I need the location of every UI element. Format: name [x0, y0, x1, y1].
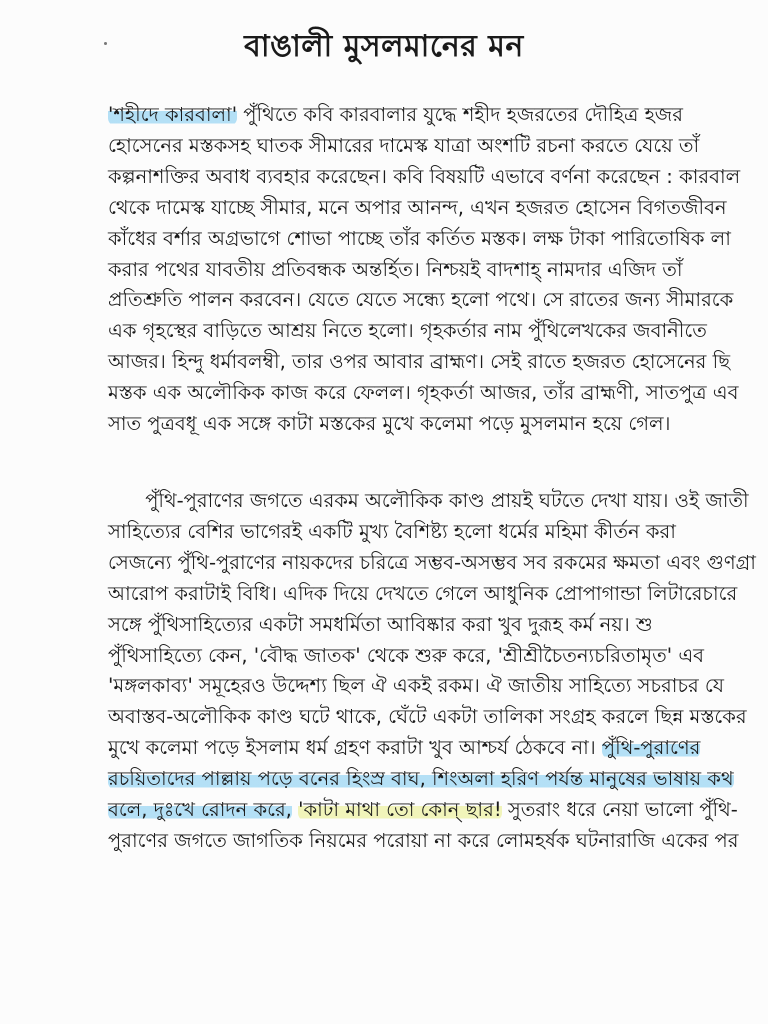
- page-title: বাঙালী মুসলমানের মন: [244, 29, 524, 64]
- paragraph-1-line: [108, 316, 707, 346]
- text-run: কাঁধের বর্শার অগ্রভাগে শোভা পাচ্ছে তাঁর কর্তিত মস্তক। লক্ষ টাকা পারিতোষিক লা: [108, 226, 731, 250]
- paragraph-2-line: [108, 641, 704, 671]
- paragraph-1-line: [108, 378, 738, 408]
- highlighted-text: রচয়িতাদের পাল্লায় পড়ে বনের হিংস্র বাঘ, শিংঅলা হরিণ পর্যন্ত মানুষের ভাষায় কথ: [108, 767, 734, 791]
- text-run: আরোপ করাটাই বিধি। এদিক দিয়ে দেখতে গেলে আধুনিক প্রোপাগান্ডা লিটারেচারে: [108, 581, 738, 605]
- paragraph-1-line: [108, 162, 740, 192]
- paragraph-2-line: [108, 826, 739, 856]
- paragraph-2-line: [108, 671, 724, 701]
- text-run: আজর। হিন্দু ধর্মাবলম্বী, তার ওপর আবার ব্রাহ্মণ। সেই রাতে হজরত হোসেনের ছি: [108, 350, 731, 374]
- text-run: প্রতিশ্রুতি পালন করবেন। যেতে যেতে সন্ধ্যে হলো পথে। সে রাতের জন্য সীমারকে: [108, 288, 734, 312]
- paragraph-2-line: [108, 517, 676, 547]
- highlighted-text: বলে, দুঃখে রোদন করে,: [108, 798, 292, 821]
- text-run: অবাস্তব-অলৌকিক কাণ্ড ঘটে থাকে, ঘেঁটে একটা তালিকা সংগ্রহ করলে ছিন্ন মস্তকের: [108, 705, 747, 729]
- text-run: পুঁথিসাহিত্যে কেন, 'বৌদ্ধ জাতক' থেকে শুরু করে, 'শ্রীশ্রীচৈতন্যচরিতামৃত' এব: [108, 643, 705, 667]
- paragraph-1-line: [108, 100, 683, 130]
- text-run: কল্পনাশক্তির অবাধ ব্যবহার করেছেন। কবি বিষয়টি এভাবে বর্ণনা করেছেন : কারবাল: [108, 164, 741, 188]
- text-run: মুখে কলেমা পড়ে ইসলাম ধর্ম গ্রহণ করাটা খুব আশ্চর্য ঠেকবে না।: [108, 736, 602, 760]
- paragraph-2-line: [108, 702, 747, 732]
- text-run: সাহিত্যের বেশির ভাগেরই একটি মুখ্য বৈশিষ্ট্য হলো ধর্মের মহিমা কীর্তন করা: [108, 519, 676, 543]
- text-run: পুরাণের জগতে জাগতিক নিয়মের পরোয়া না করে লোমহর্ষক ঘটনারাজি একের পর: [108, 828, 739, 852]
- text-run: সুতরাং ধরে নেয়া ভালো পুঁথি-: [501, 798, 738, 821]
- text-run: পুঁথিতে কবি কারবালার যুদ্ধে শহীদ হজরতের দৌহিত্র হজর: [237, 103, 683, 126]
- text-run: সেজন্যে পুঁথি-পুরাণের নায়কদের চরিত্রে সম্ভব-অসম্ভব সব রকমের ক্ষমতা এবং গুণগ্রা: [108, 550, 756, 574]
- paragraph-1-line: [108, 255, 683, 285]
- paragraph-1-line: [108, 409, 671, 439]
- highlighted-text: 'শহীদে কারবালা': [108, 103, 238, 126]
- paragraph-2-line: [108, 486, 749, 516]
- paragraph-2-line: [108, 764, 734, 794]
- text-run: করার পথের যাবতীয় প্রতিবন্ধক অন্তর্হিত। নিশ্চয়ই বাদশাহ্ নামদার এজিদ তাঁ: [108, 257, 683, 281]
- text-run: সাত পুত্রবধূ এক সঙ্গে কাটা মস্তকের মুখে কলেমা পড়ে মুসলমান হয়ে গেল।: [108, 412, 671, 435]
- paragraph-2-line: [108, 610, 653, 640]
- text-run: হোসেনের মস্তকসহ ঘাতক সীমারের দামেস্ক যাত্রা অংশটি রচনা করতে যেয়ে তাঁ: [108, 133, 700, 157]
- paragraph-1-line: [108, 193, 727, 223]
- paragraph-1-line: [108, 131, 699, 161]
- text-run: 'মঙ্গলকাব্য' সমূহেরও উদ্দেশ্য ছিল ঐ একই রকম। ঐ জাতীয় সাহিত্যে সচরাচর যে: [108, 674, 725, 698]
- paragraph-2-line: [108, 733, 700, 763]
- text-run: থেকে দামেস্ক যাচ্ছে সীমার, মনে অপার আনন্দ, এখন হজরত হোসেন বিগতজীবন: [108, 195, 727, 219]
- paragraph-2-line: [108, 579, 737, 609]
- paragraph-1-line: [108, 285, 733, 315]
- paragraph-2-line: [108, 548, 756, 578]
- paragraph-1-line: [108, 347, 730, 377]
- highlighted-text: 'কাটা মাথা তো কোন্ ছার!: [298, 798, 502, 821]
- paragraph-2-line: [108, 795, 738, 825]
- paragraph-1-line: [108, 224, 731, 254]
- text-run: এক গৃহস্থের বাড়িতে আশ্রয় নিতে হলো। গৃহকর্তার নাম পুঁথিলেখকের জবানীতে: [108, 319, 707, 343]
- text-run: সঙ্গে পুঁথিসাহিত্যের একটা সমধর্মিতা আবিষ্কার করা খুব দুরূহ কর্ম নয়। শু: [108, 612, 653, 636]
- text-run: মস্তক এক অলৌকিক কাজ করে ফেলল। গৃহকর্তা আজর, তাঁর ব্রাহ্মণী, সাতপুত্র এব: [108, 381, 739, 405]
- highlighted-text: পুঁথি-পুরাণের: [601, 736, 701, 760]
- text-run: পুঁথি-পুরাণের জগতে এরকম অলৌকিক কাণ্ড প্রায়ই ঘটতে দেখা যায়। ওই জাতী: [108, 489, 749, 512]
